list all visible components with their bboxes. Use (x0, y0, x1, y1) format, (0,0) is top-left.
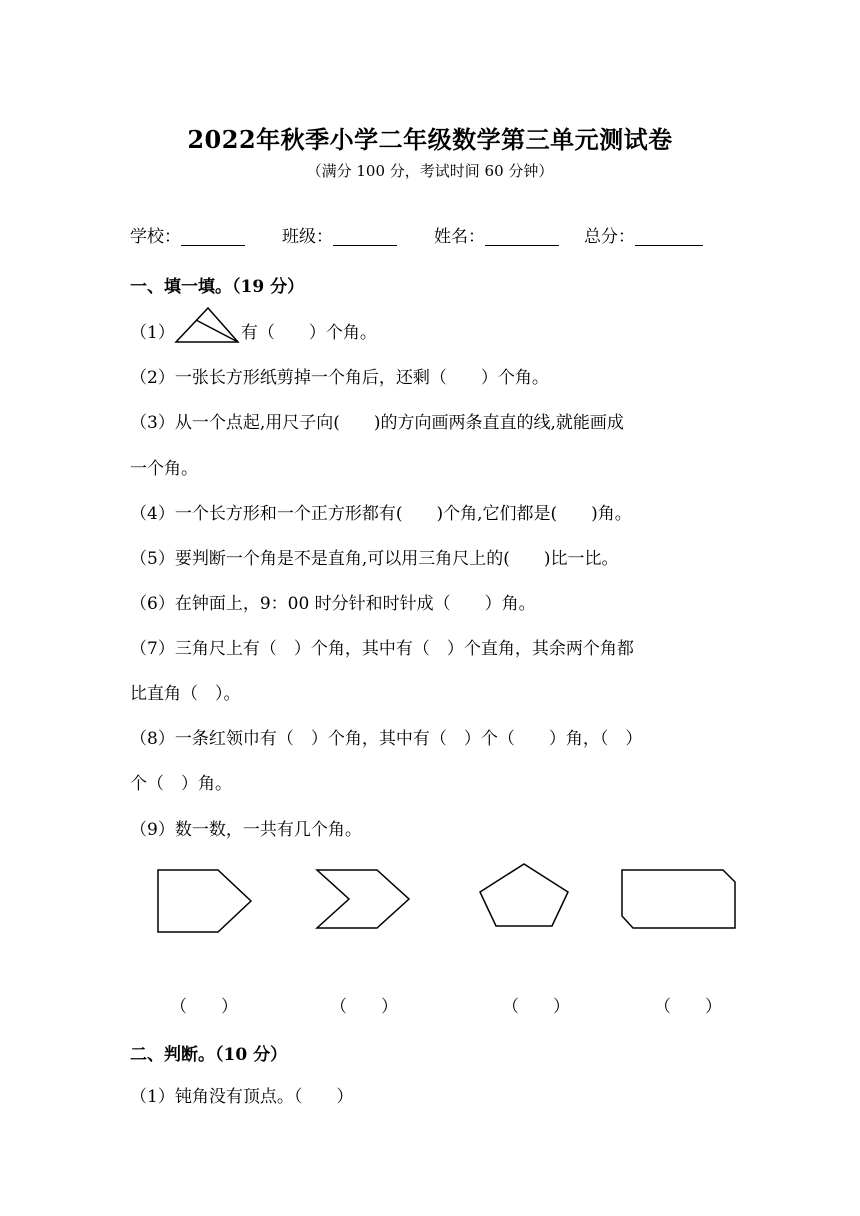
school-blank[interactable] (181, 227, 245, 246)
question-1 (130, 318, 377, 343)
answer-paren[interactable]: （ ） (330, 997, 398, 1017)
info-score (584, 222, 703, 247)
question-7-cont: 比直角（ ）。 (130, 684, 241, 704)
name-blank[interactable] (485, 227, 559, 246)
section-heading: 一、填一填。（19 分） (130, 277, 305, 297)
page-title: 2022年秋季小学二年级数学第三单元测试卷 (187, 125, 673, 154)
info-school (130, 222, 245, 247)
page-subtitle: （满分 100 分，考试时间 60 分钟） (306, 162, 554, 180)
chevron-shape (315, 868, 413, 932)
question-8: （8）一条红领巾有（ ）个角，其中有（ ）个（ ）角，（ ） (130, 729, 643, 749)
question-text: 有（ ）个角。 (240, 323, 377, 343)
score-blank[interactable] (635, 227, 703, 246)
answer-paren[interactable]: （ ） (654, 997, 722, 1017)
section-heading: 二、判断。（10 分） (130, 1045, 288, 1065)
info-label: 学校： (130, 227, 181, 247)
info-label: 班级： (282, 227, 333, 247)
question-number: （1） (130, 323, 175, 343)
info-label: 总分： (584, 227, 635, 247)
question-9: （9）数一数，一共有几个角。 (130, 820, 362, 840)
answer-paren[interactable]: （ ） (170, 997, 238, 1017)
question-3: （3）从一个点起,用尺子向( )的方向画两条直直的线,就能画成 (130, 413, 624, 433)
answer-paren[interactable]: （ ） (502, 997, 570, 1017)
info-name (434, 222, 559, 247)
question-8-cont: 个（ ）角。 (130, 774, 232, 794)
question-6: （6）在钟面上，9：00 时分针和时针成（ ）角。 (130, 594, 536, 614)
info-class (282, 222, 397, 247)
question-5: （5）要判断一个角是不是直角,可以用三角尺上的( )比一比。 (130, 549, 619, 569)
info-label: 姓名： (434, 227, 485, 247)
question-7: （7）三角尺上有（ ）个角，其中有（ ）个直角，其余两个角都 (130, 639, 634, 659)
cut-rectangle-shape (620, 868, 738, 932)
judge-question-1: （1）钝角没有顶点。（ ） (130, 1087, 354, 1107)
question-3-cont: 一个角。 (130, 459, 198, 479)
pentagon-arrow-shape (156, 868, 254, 936)
triangle-figure (174, 306, 240, 344)
regular-pentagon-shape (478, 862, 572, 930)
class-blank[interactable] (333, 227, 397, 246)
question-2: （2）一张长方形纸剪掉一个角后，还剩（ ）个角。 (130, 368, 549, 388)
question-4: （4）一个长方形和一个正方形都有( )个角,它们都是( )角。 (130, 504, 632, 524)
